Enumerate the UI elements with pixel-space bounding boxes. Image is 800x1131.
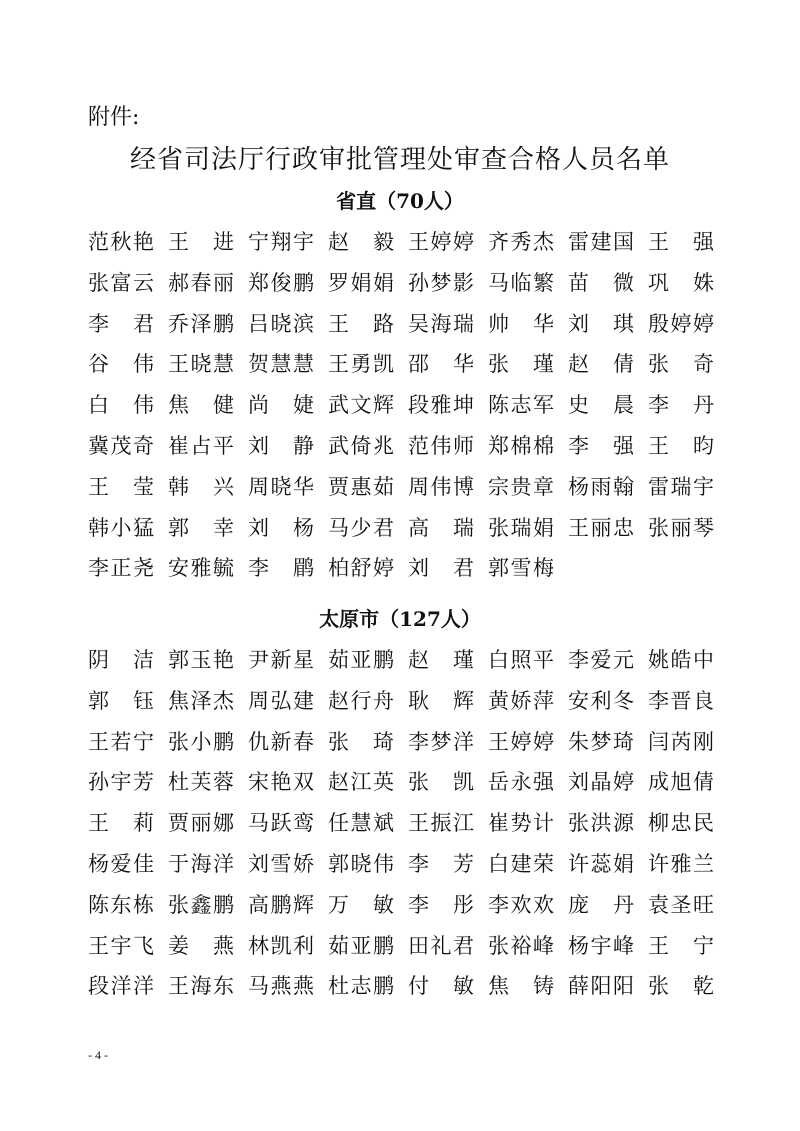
person-name: 郭 雪 梅 <box>488 556 554 581</box>
person-name: 王 莉 <box>88 811 154 836</box>
page-number: - 4 - <box>88 1048 108 1062</box>
person-name: 王 莹 <box>88 474 154 499</box>
person-name: 安 利 冬 <box>568 688 634 713</box>
person-name: 张 瑾 <box>488 352 554 377</box>
person-name: 周 弘 建 <box>248 688 314 713</box>
person-name: 段 雅 坤 <box>408 393 474 418</box>
person-name: 许 蕊 娟 <box>568 851 634 876</box>
person-name: 雷 瑞 宇 <box>648 474 714 499</box>
person-name: 武 文 辉 <box>328 393 394 418</box>
person-name: 李 鹛 <box>248 556 314 581</box>
person-name: 帅 华 <box>488 311 554 336</box>
person-name: 崔 势 计 <box>488 811 554 836</box>
person-name: 王 勇 凯 <box>328 352 394 377</box>
person-name: 赵 毅 <box>328 230 394 254</box>
person-name: 姜 燕 <box>168 933 234 958</box>
person-name: 李 芳 <box>408 851 474 876</box>
person-name: 张 鑫 鹏 <box>168 892 234 917</box>
person-name: 罗 娟 娟 <box>328 270 394 295</box>
person-name: 刘 琪 <box>568 311 634 336</box>
person-name: 郭 晓 伟 <box>328 851 394 876</box>
person-name: 杨 宇 峰 <box>568 933 634 958</box>
person-name: 谷 伟 <box>88 352 154 377</box>
section-heading-taiyuan: 太原市（127人） <box>319 607 481 631</box>
person-name: 周 伟 博 <box>408 474 474 499</box>
person-name: 焦 健 <box>168 393 234 418</box>
person-name: 郭 玉 艳 <box>168 648 234 672</box>
person-name: 郝 春 丽 <box>168 270 234 295</box>
person-name: 于 海 洋 <box>168 851 234 876</box>
person-name: 刘 君 <box>408 556 474 581</box>
person-name: 赵 江 英 <box>328 770 394 795</box>
person-name: 孙 梦 影 <box>408 270 474 295</box>
document-title: 经省司法厅行政审批管理处审查合格人员名单 <box>129 145 670 175</box>
person-name: 赵 行 舟 <box>328 688 394 713</box>
person-name: 贾 惠 茹 <box>328 474 394 499</box>
person-name: 白 建 荣 <box>488 851 554 876</box>
person-name: 马 少 君 <box>328 515 394 540</box>
person-name: 张 裕 峰 <box>488 933 554 958</box>
person-name: 李 爱 元 <box>568 648 634 672</box>
person-name: 宋 艳 双 <box>248 770 314 795</box>
person-name: 任 慧 斌 <box>328 811 394 836</box>
person-name: 段 洋 洋 <box>88 974 154 999</box>
person-name: 张 丽 琴 <box>648 515 714 540</box>
person-name: 王 丽 忠 <box>568 515 634 540</box>
person-name: 李 彤 <box>408 892 474 917</box>
person-name: 李 晋 良 <box>648 688 714 713</box>
person-name: 赵 瑾 <box>408 648 474 672</box>
person-name: 袁 圣 旺 <box>648 892 714 917</box>
person-name: 耿 辉 <box>408 688 474 713</box>
person-name: 王 进 <box>168 230 234 254</box>
person-name: 黄 娇 萍 <box>488 688 554 713</box>
person-name: 张 洪 源 <box>568 811 634 836</box>
person-name: 王 昀 <box>648 433 714 458</box>
person-name: 安 雅 毓 <box>168 556 234 581</box>
person-name: 冀 茂 奇 <box>88 433 154 458</box>
person-name: 白 伟 <box>88 393 154 418</box>
person-name: 刘 雪 娇 <box>248 851 314 876</box>
person-name: 闫 芮 刚 <box>648 729 714 754</box>
person-name: 马 燕 燕 <box>248 974 314 999</box>
person-name: 韩 兴 <box>168 474 234 499</box>
person-name: 武 倚 兆 <box>328 433 394 458</box>
person-name: 乔 泽 鹏 <box>168 311 234 336</box>
person-name: 陈 志 军 <box>488 393 554 418</box>
person-name: 王 若 宁 <box>88 729 154 754</box>
person-name: 柳 忠 民 <box>648 811 714 836</box>
person-name: 苗 微 <box>568 270 634 295</box>
person-name: 韩 小 猛 <box>88 515 154 540</box>
person-name: 杨 爱 佳 <box>88 851 154 876</box>
name-grid-provincial <box>88 222 728 589</box>
person-name: 张 小 鹏 <box>168 729 234 754</box>
person-name: 杨 雨 翰 <box>568 474 634 499</box>
person-name: 齐 秀 杰 <box>488 230 554 254</box>
person-name: 尚 婕 <box>248 393 314 418</box>
person-name: 王 振 江 <box>408 811 474 836</box>
person-name: 王 海 东 <box>168 974 234 999</box>
person-name: 朱 梦 琦 <box>568 729 634 754</box>
person-name: 周 晓 华 <box>248 474 314 499</box>
person-name: 宁 翔 宇 <box>248 230 314 254</box>
person-name: 高 瑞 <box>408 515 474 540</box>
person-name: 高 鹏 辉 <box>248 892 314 917</box>
person-name: 杜 志 鹏 <box>328 974 394 999</box>
person-name: 田 礼 君 <box>408 933 474 958</box>
person-name: 薛 阳 阳 <box>568 974 634 999</box>
person-name: 郭 幸 <box>168 515 234 540</box>
person-name: 李 正 尧 <box>88 556 154 581</box>
person-name: 茹 亚 鹏 <box>328 648 394 672</box>
person-name: 付 敏 <box>408 974 474 999</box>
person-name: 尹 新 星 <box>248 648 314 672</box>
person-name: 杜 芙 蓉 <box>168 770 234 795</box>
person-name: 张 奇 <box>648 352 714 377</box>
person-name: 马 跃 鸾 <box>248 811 314 836</box>
person-name: 李 强 <box>568 433 634 458</box>
name-grid-taiyuan <box>88 640 728 1007</box>
person-name: 贺 慧 慧 <box>248 352 314 377</box>
person-name: 庞 丹 <box>568 892 634 917</box>
person-name: 成 旭 倩 <box>648 770 714 795</box>
section-heading-provincial: 省直（70人） <box>336 189 464 213</box>
person-name: 姚 皓 中 <box>648 648 714 672</box>
person-name: 陈 东 栋 <box>88 892 154 917</box>
person-name: 焦 铸 <box>488 974 554 999</box>
person-name: 崔 占 平 <box>168 433 234 458</box>
person-name: 雷 建 国 <box>568 230 634 254</box>
person-name: 郭 钰 <box>88 688 154 713</box>
person-name: 焦 泽 杰 <box>168 688 234 713</box>
person-name: 邵 华 <box>408 352 474 377</box>
person-name: 刘 杨 <box>248 515 314 540</box>
person-name: 万 敏 <box>328 892 394 917</box>
person-name: 马 临 繁 <box>488 270 554 295</box>
person-name: 吕 晓 滨 <box>248 311 314 336</box>
person-name: 刘 静 <box>248 433 314 458</box>
person-name: 李 丹 <box>648 393 714 418</box>
person-name: 茹 亚 鹏 <box>328 933 394 958</box>
person-name: 王 强 <box>648 230 714 254</box>
person-name: 巩 姝 <box>648 270 714 295</box>
person-name: 史 晨 <box>568 393 634 418</box>
attachment-label: 附件: <box>88 105 140 130</box>
person-name: 郑 俊 鹏 <box>248 270 314 295</box>
person-name: 李 欢 欢 <box>488 892 554 917</box>
person-name: 范 伟 师 <box>408 433 474 458</box>
person-name: 林 凯 利 <box>248 933 314 958</box>
person-name: 许 雅 兰 <box>648 851 714 876</box>
person-name: 王 宇 飞 <box>88 933 154 958</box>
person-name: 仇 新 春 <box>248 729 314 754</box>
person-name: 刘 晶 婷 <box>568 770 634 795</box>
person-name: 张 乾 <box>648 974 714 999</box>
person-name: 张 琦 <box>328 729 394 754</box>
person-name: 郑 棉 棉 <box>488 433 554 458</box>
person-name: 殷 婷 婷 <box>648 311 714 336</box>
person-name: 王 婷 婷 <box>488 729 554 754</box>
person-name: 王 晓 慧 <box>168 352 234 377</box>
person-name: 范 秋 艳 <box>88 230 154 254</box>
person-name: 阴 洁 <box>88 648 154 672</box>
person-name: 赵 倩 <box>568 352 634 377</box>
person-name: 柏 舒 婷 <box>328 556 394 581</box>
person-name: 吴 海 瑞 <box>408 311 474 336</box>
person-name: 岳 永 强 <box>488 770 554 795</box>
person-name: 王 路 <box>328 311 394 336</box>
person-name: 王 宁 <box>648 933 714 958</box>
person-name: 宗 贵 章 <box>488 474 554 499</box>
person-name: 张 瑞 娟 <box>488 515 554 540</box>
person-name: 张 凯 <box>408 770 474 795</box>
person-name: 孙 宇 芳 <box>88 770 154 795</box>
person-name: 白 照 平 <box>488 648 554 672</box>
person-name: 李 梦 洋 <box>408 729 474 754</box>
person-name: 张 富 云 <box>88 270 154 295</box>
person-name: 王 婷 婷 <box>408 230 474 254</box>
person-name: 李 君 <box>88 311 154 336</box>
person-name: 贾 丽 娜 <box>168 811 234 836</box>
